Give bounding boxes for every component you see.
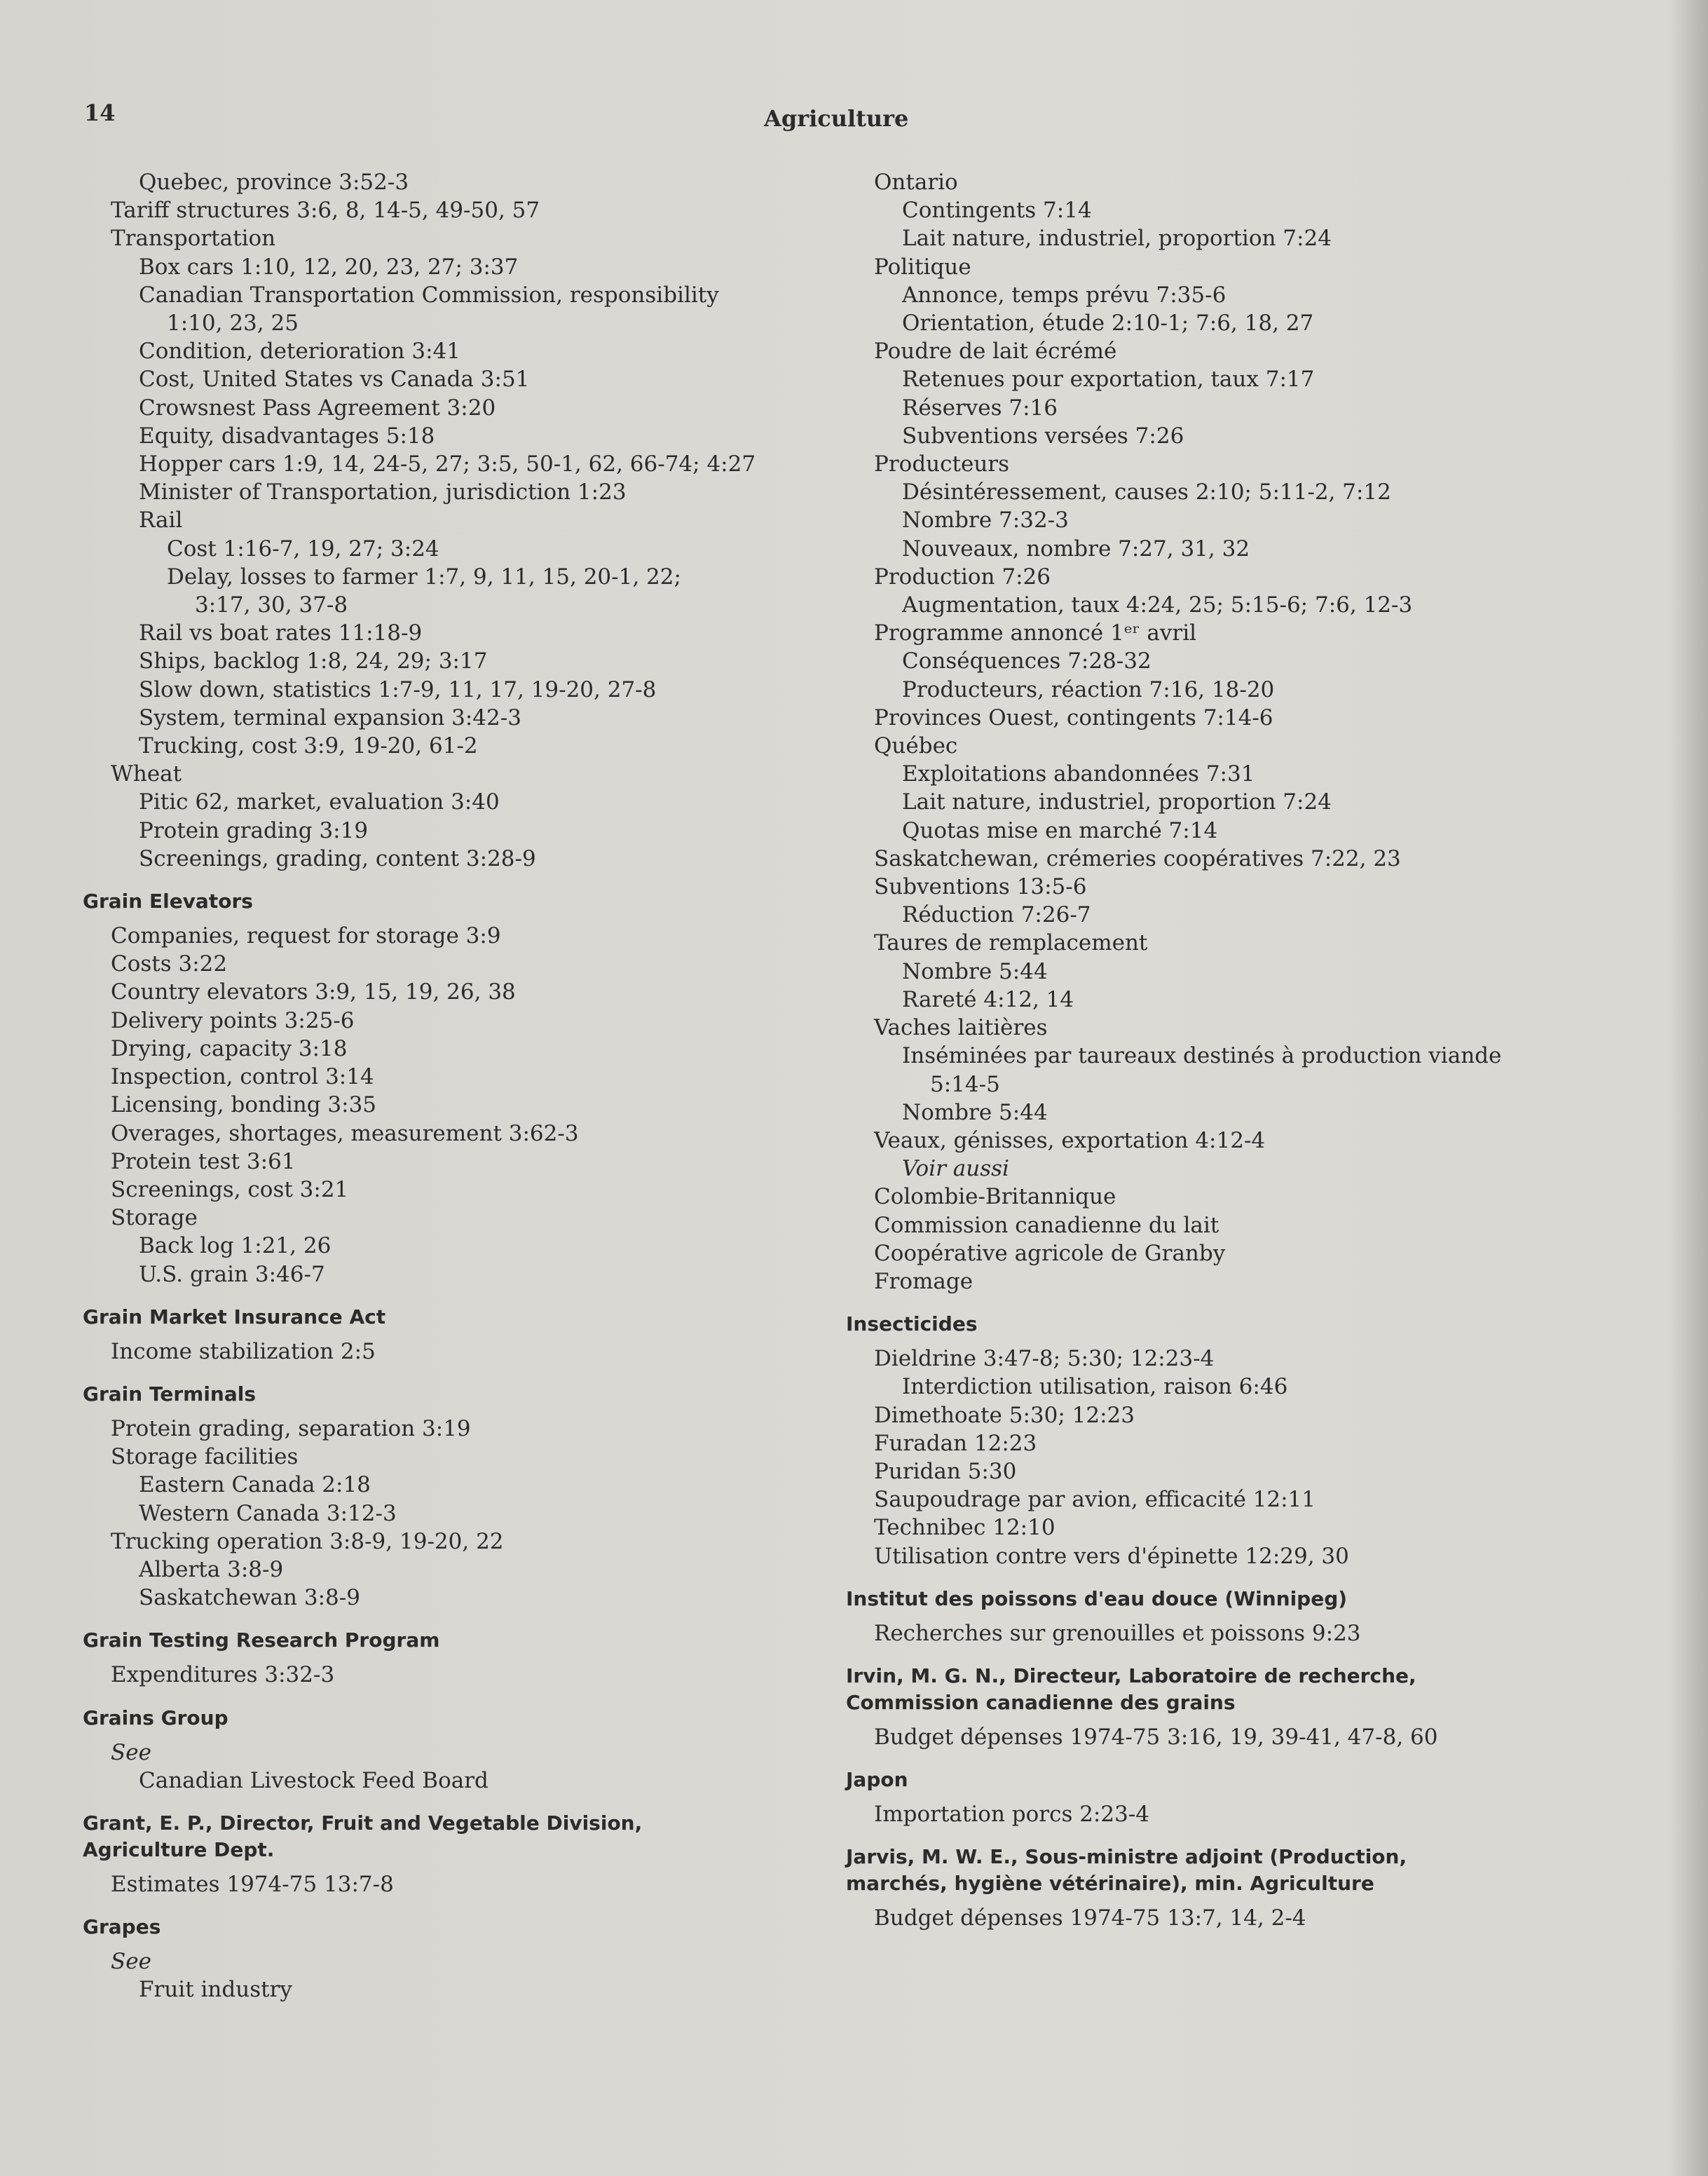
- index-entry: Veaux, génisses, exportation 4:12-4: [874, 1127, 1266, 1153]
- index-entry: Rail vs boat rates 11:18-9: [139, 620, 423, 646]
- index-column-left: [83, 168, 840, 2004]
- see-also-label: Voir aussi: [902, 1156, 1009, 1182]
- index-entry: Crowsnest Pass Agreement 3:20: [139, 395, 496, 421]
- index-entry: Provinces Ouest, contingents 7:14-6: [874, 705, 1273, 730]
- index-entry: Box cars 1:10, 12, 20, 23, 27; 3:37: [139, 254, 519, 280]
- index-entry: Quebec, province 3:52-3: [139, 170, 409, 195]
- index-entry: Expenditures 3:32-3: [111, 1662, 335, 1688]
- index-entry: Québec: [874, 733, 958, 759]
- index-entry: Costs 3:22: [111, 951, 228, 977]
- index-entry: Canadian Transportation Commission, responsibility: [139, 282, 719, 308]
- index-entry: Fruit industry: [139, 1977, 292, 2003]
- index-heading: Grains Group: [83, 1706, 228, 1729]
- index-entry: Alberta 3:8-9: [139, 1556, 284, 1582]
- index-entry: Réserves 7:16: [902, 395, 1058, 421]
- index-heading-continued: Commission canadienne des grains: [846, 1690, 1236, 1714]
- index-entry: 3:17, 30, 37-8: [195, 592, 348, 618]
- index-entry: Delay, losses to farmer 1:7, 9, 11, 15, 20-1, 22;: [167, 564, 681, 590]
- index-entry: Quotas mise en marché 7:14: [902, 817, 1218, 843]
- index-entry: Fromage: [874, 1268, 973, 1294]
- index-entry: Storage facilities: [111, 1444, 299, 1470]
- index-entry: Ontario: [874, 170, 958, 195]
- index-entry: Dimethoate 5:30; 12:23: [874, 1402, 1135, 1428]
- index-entry: 5:14-5: [930, 1071, 1000, 1097]
- running-title: Agriculture: [764, 105, 909, 132]
- index-entry: Rareté 4:12, 14: [902, 986, 1074, 1012]
- index-heading: Grant, E. P., Director, Fruit and Vegetable Division,: [83, 1811, 643, 1835]
- index-entry: Drying, capacity 3:18: [111, 1035, 348, 1061]
- index-entry: Minister of Transportation, jurisdiction 1:23: [139, 480, 627, 505]
- index-entry: Inséminées par taureaux destinés à production viande: [902, 1043, 1502, 1069]
- index-entry: Coopérative agricole de Granby: [874, 1240, 1226, 1266]
- index-entry: Licensing, bonding 3:35: [111, 1092, 377, 1118]
- index-heading: Institut des poissons d'eau douce (Winnipeg): [846, 1586, 1348, 1610]
- index-heading-continued: Agriculture Dept.: [83, 1837, 275, 1861]
- index-heading: Insecticides: [846, 1312, 978, 1336]
- index-entry: Contingents 7:14: [902, 198, 1092, 224]
- index-entry: Cost 1:16-7, 19, 27; 3:24: [167, 536, 439, 562]
- index-entry: Furadan 12:23: [874, 1430, 1037, 1456]
- index-entry: Budget dépenses 1974-75 13:7, 14, 2-4: [874, 1905, 1306, 1931]
- index-entry: Back log 1:21, 26: [139, 1233, 332, 1259]
- index-entry: Programme annoncé 1ᵉʳ avril: [874, 620, 1197, 646]
- index-entry: Colombie-Britannique: [874, 1184, 1116, 1210]
- index-entry: Wheat: [111, 761, 182, 787]
- index-entry: Production 7:26: [874, 564, 1051, 590]
- index-entry: Pitic 62, market, evaluation 3:40: [139, 789, 500, 815]
- index-entry: Conséquences 7:28-32: [902, 648, 1152, 674]
- index-entry: Exploitations abandonnées 7:31: [902, 761, 1255, 787]
- index-entry: Overages, shortages, measurement 3:62-3: [111, 1120, 579, 1146]
- index-entry: Dieldrine 3:47-8; 5:30; 12:23-4: [874, 1346, 1215, 1372]
- index-entry: Taures de remplacement: [874, 930, 1148, 956]
- index-entry: U.S. grain 3:46-7: [139, 1261, 325, 1287]
- index-entry: 1:10, 23, 25: [167, 311, 299, 336]
- index-entry: Politique: [874, 254, 971, 280]
- index-entry: Recherches sur grenouilles et poissons 9:23: [874, 1620, 1361, 1646]
- index-heading: Irvin, M. G. N., Directeur, Laboratoire de recherche,: [846, 1664, 1416, 1687]
- index-entry: Slow down, statistics 1:7-9, 11, 17, 19-20, 27-8: [139, 676, 657, 702]
- index-entry: Subventions 13:5-6: [874, 874, 1087, 900]
- index-entry: Utilisation contre vers d'épinette 12:29, 30: [874, 1543, 1349, 1569]
- index-entry: Screenings, cost 3:21: [111, 1176, 349, 1202]
- see-also-label: See: [111, 1739, 151, 1765]
- index-entry: Vaches laitières: [874, 1015, 1048, 1041]
- index-entry: Country elevators 3:9, 15, 19, 26, 38: [111, 979, 516, 1005]
- index-entry: Condition, deterioration 3:41: [139, 339, 460, 365]
- index-entry: Producteurs: [874, 451, 1010, 477]
- binding-shadow: [1669, 0, 1708, 2176]
- index-entry: Nombre 5:44: [902, 1099, 1048, 1125]
- index-entry: Nouveaux, nombre 7:27, 31, 32: [902, 536, 1250, 562]
- index-entry: Annonce, temps prévu 7:35-6: [902, 282, 1227, 308]
- page-header: [0, 100, 1708, 142]
- index-heading: Japon: [846, 1768, 908, 1792]
- index-entry: Trucking operation 3:8-9, 19-20, 22: [111, 1528, 504, 1554]
- index-entry: Storage: [111, 1205, 198, 1231]
- index-entry: Technibec 12:10: [874, 1515, 1055, 1541]
- index-heading: Grain Testing Research Program: [83, 1628, 440, 1652]
- index-entry: Eastern Canada 2:18: [139, 1472, 371, 1498]
- index-entry: Western Canada 3:12-3: [139, 1500, 397, 1526]
- index-entry: Saskatchewan 3:8-9: [139, 1585, 360, 1611]
- index-entry: Importation porcs 2:23-4: [874, 1802, 1150, 1828]
- index-entry: Cost, United States vs Canada 3:51: [139, 367, 530, 393]
- index-heading: Grain Terminals: [83, 1382, 257, 1406]
- index-entry: Puridan 5:30: [874, 1458, 1017, 1484]
- index-entry: Protein grading, separation 3:19: [111, 1415, 471, 1441]
- index-entry: System, terminal expansion 3:42-3: [139, 705, 521, 730]
- index-entry: Hopper cars 1:9, 14, 24-5, 27; 3:5, 50-1, 62, 66-74; 4:27: [139, 451, 756, 477]
- index-entry: Lait nature, industriel, proportion 7:24: [902, 226, 1332, 252]
- index-entry: Trucking, cost 3:9, 19-20, 61-2: [139, 733, 478, 759]
- index-entry: Budget dépenses 1974-75 3:16, 19, 39-41, 47-8, 60: [874, 1724, 1438, 1750]
- index-entry: Tariff structures 3:6, 8, 14-5, 49-50, 57: [111, 198, 540, 224]
- index-entry: Equity, disadvantages 5:18: [139, 423, 435, 449]
- index-entry: Poudre de lait écrémé: [874, 339, 1117, 365]
- index-entry: Retenues pour exportation, taux 7:17: [902, 367, 1315, 393]
- index-heading: Grain Elevators: [83, 890, 253, 913]
- index-entry: Désintéressement, causes 2:10; 5:11-2, 7:12: [902, 480, 1391, 505]
- index-entry: Nombre 5:44: [902, 958, 1048, 984]
- index-entry: Réduction 7:26-7: [902, 902, 1091, 928]
- index-entry: Commission canadienne du lait: [874, 1212, 1219, 1238]
- index-entry: Subventions versées 7:26: [902, 423, 1184, 449]
- index-entry: Companies, request for storage 3:9: [111, 923, 501, 949]
- index-entry: Augmentation, taux 4:24, 25; 5:15-6; 7:6, 12-3: [902, 592, 1413, 618]
- index-entry: Inspection, control 3:14: [111, 1064, 374, 1090]
- index-entry: Protein test 3:61: [111, 1148, 296, 1174]
- index-entry: Nombre 7:32-3: [902, 508, 1069, 533]
- index-entry: Ships, backlog 1:8, 24, 29; 3:17: [139, 648, 488, 674]
- index-entry: Rail: [139, 508, 183, 533]
- index-entry: Producteurs, réaction 7:16, 18-20: [902, 676, 1275, 702]
- index-entry: Canadian Livestock Feed Board: [139, 1767, 489, 1793]
- index-entry: Estimates 1974-75 13:7-8: [111, 1871, 394, 1897]
- index-entry: Protein grading 3:19: [139, 817, 369, 843]
- see-also-label: See: [111, 1949, 151, 1975]
- index-entry: Orientation, étude 2:10-1; 7:6, 18, 27: [902, 311, 1314, 336]
- index-entry: Lait nature, industriel, proportion 7:24: [902, 789, 1332, 815]
- index-entry: Delivery points 3:25-6: [111, 1007, 355, 1033]
- index-entry: Saskatchewan, crémeries coopératives 7:22, 23: [874, 845, 1401, 871]
- index-entry: Screenings, grading, content 3:28-9: [139, 845, 536, 871]
- index-heading: Grapes: [83, 1915, 161, 1939]
- index-heading: Grain Market Insurance Act: [83, 1305, 386, 1328]
- page-number: 14: [84, 100, 116, 126]
- index-entry: Saupoudrage par avion, efficacité 12:11: [874, 1487, 1316, 1513]
- index-heading-continued: marchés, hygiène vétérinaire), min. Agriculture: [846, 1872, 1374, 1896]
- index-heading: Jarvis, M. W. E., Sous-ministre adjoint (Production,: [846, 1845, 1407, 1869]
- index-entry: Income stabilization 2:5: [111, 1338, 376, 1364]
- index-entry: Transportation: [111, 226, 276, 252]
- index-entry: Interdiction utilisation, raison 6:46: [902, 1374, 1288, 1400]
- index-column-right: [846, 168, 1603, 1933]
